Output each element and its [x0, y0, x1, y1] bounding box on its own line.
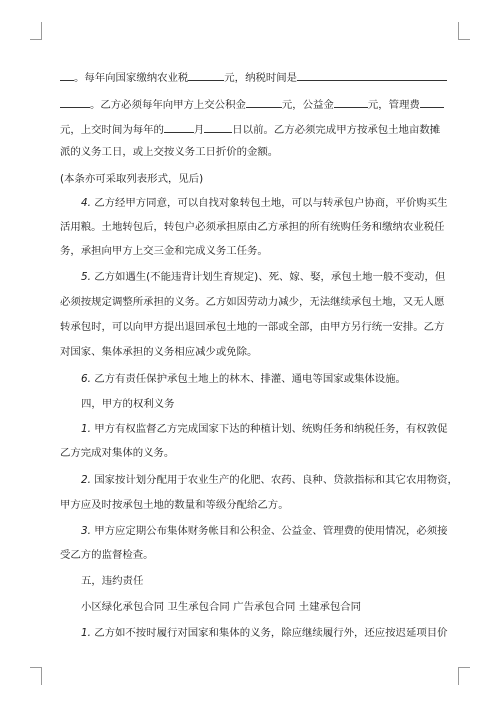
text-run: (本条亦可采取列表形式，见后): [60, 173, 204, 185]
text-run: 活用粮。土地转包后，转包户必须承担原由乙方承担的所有统购任务和缴纳农业税任: [60, 221, 445, 233]
text-line: [81, 196, 448, 210]
section-heading: [81, 574, 440, 588]
text-run: 派的义务工日，或上交按义务工日折价的金额。: [60, 146, 279, 158]
item-number: 2.: [81, 474, 91, 486]
text-line: [60, 244, 440, 258]
text-run: 对国家、集体承担的义务相应减少或免除。: [60, 346, 258, 358]
text-line: [81, 524, 448, 538]
text-line: [60, 70, 440, 85]
fill-blank: [297, 70, 447, 81]
text-line: [60, 295, 445, 309]
section-heading: [81, 397, 440, 411]
text-run: 转承包时，可以向甲方提出退回承包土地的一部或全部，由甲方另行统一安排。乙方: [60, 321, 445, 333]
text-run: 乙方有责任保护承包土地上的林木、排灌、通电等国家或集体设施。: [94, 373, 406, 385]
text-run: 乙方完成对集体的义务。: [60, 447, 175, 459]
text-run: 国家按计划分配用于农业生产的化肥、农药、良种、贷款指标和其它农用物资，: [94, 474, 458, 486]
text-run: 元，纳税时间是: [224, 72, 298, 84]
text-line: [60, 345, 440, 359]
text-line: [60, 548, 440, 562]
text-run: 元，上交时间为每年的: [60, 124, 164, 136]
crop-mark-bottom-right: [458, 667, 470, 685]
text-line: [60, 498, 440, 512]
text-line: [81, 422, 448, 436]
text-line: [60, 220, 445, 234]
text-run: 甲方应及时按承包土地的数量和等级分配给乙方。: [60, 499, 289, 511]
fill-blank: [188, 70, 224, 81]
text-run: 必须按规定调整所承担的义务。乙方如因劳动力减少，无法继续承包土地，又无人愿: [60, 296, 445, 308]
text-line: [60, 97, 440, 112]
fill-blank: [246, 97, 282, 108]
text-line: [60, 446, 440, 460]
text-run: 受乙方的监督检查。: [60, 549, 154, 561]
text-run: 五，违约责任: [81, 575, 144, 587]
item-number: 6.: [81, 373, 91, 385]
fill-blank: [164, 122, 194, 133]
text-line: [81, 626, 448, 640]
text-line: [81, 600, 440, 614]
text-run: 小区绿化承包合同 卫生承包合同 广告承包合同 土建承包合同: [81, 601, 362, 613]
crop-mark-bottom-left: [30, 667, 42, 685]
fill-blank: [420, 97, 444, 108]
text-run: 四，甲方的权利义务: [81, 398, 175, 410]
text-run: 元，公益金: [281, 99, 334, 111]
text-run: 乙方如不按时履行对国家和集体的义务，除应继续履行外，还应按迟延项目价: [94, 627, 448, 639]
item-number: 1.: [81, 423, 91, 435]
text-line: [81, 270, 446, 284]
text-run: 乙方经甲方同意，可以自找对象转包土地，可以与转承包户协商，平价购买生: [94, 197, 448, 209]
text-run: 元，管理费: [367, 99, 420, 111]
text-run: 乙方如遇生(不能违背计划生育规定)、死、嫁、娶，承包土地一般不变动，但: [94, 271, 446, 283]
text-line: [81, 372, 440, 386]
text-line: [60, 320, 445, 334]
text-line: [60, 172, 440, 186]
text-run: 日以前。乙方必须完成甲方按承包土地亩数摊: [232, 124, 441, 136]
text-run: 甲方应定期公布集体财务帐目和公积金、公益金、管理费的使用情况，必须接: [94, 525, 448, 537]
fill-blank: [60, 70, 74, 81]
text-run: 务，承担向甲方上交三金和完成义务工任务。: [60, 245, 268, 257]
crop-mark-top-right: [458, 22, 470, 40]
crop-mark-top-left: [30, 22, 42, 40]
item-number: 3.: [81, 525, 91, 537]
text-line: [81, 473, 458, 487]
item-number: 5.: [81, 271, 91, 283]
fill-blank: [60, 97, 90, 108]
item-number: 4.: [81, 197, 91, 209]
fill-blank: [204, 122, 232, 133]
text-line: [60, 145, 440, 159]
fill-blank: [334, 97, 368, 108]
text-run: 月: [193, 124, 205, 136]
item-number: 1.: [81, 627, 91, 639]
text-run: 甲方有权监督乙方完成国家下达的种植计划、统购任务和纳税任务，有权敦促: [94, 423, 448, 435]
text-run: 。每年向国家缴纳农业税: [74, 72, 189, 84]
text-line: [60, 122, 440, 137]
text-run: 。乙方必须每年向甲方上交公积金: [90, 99, 246, 111]
